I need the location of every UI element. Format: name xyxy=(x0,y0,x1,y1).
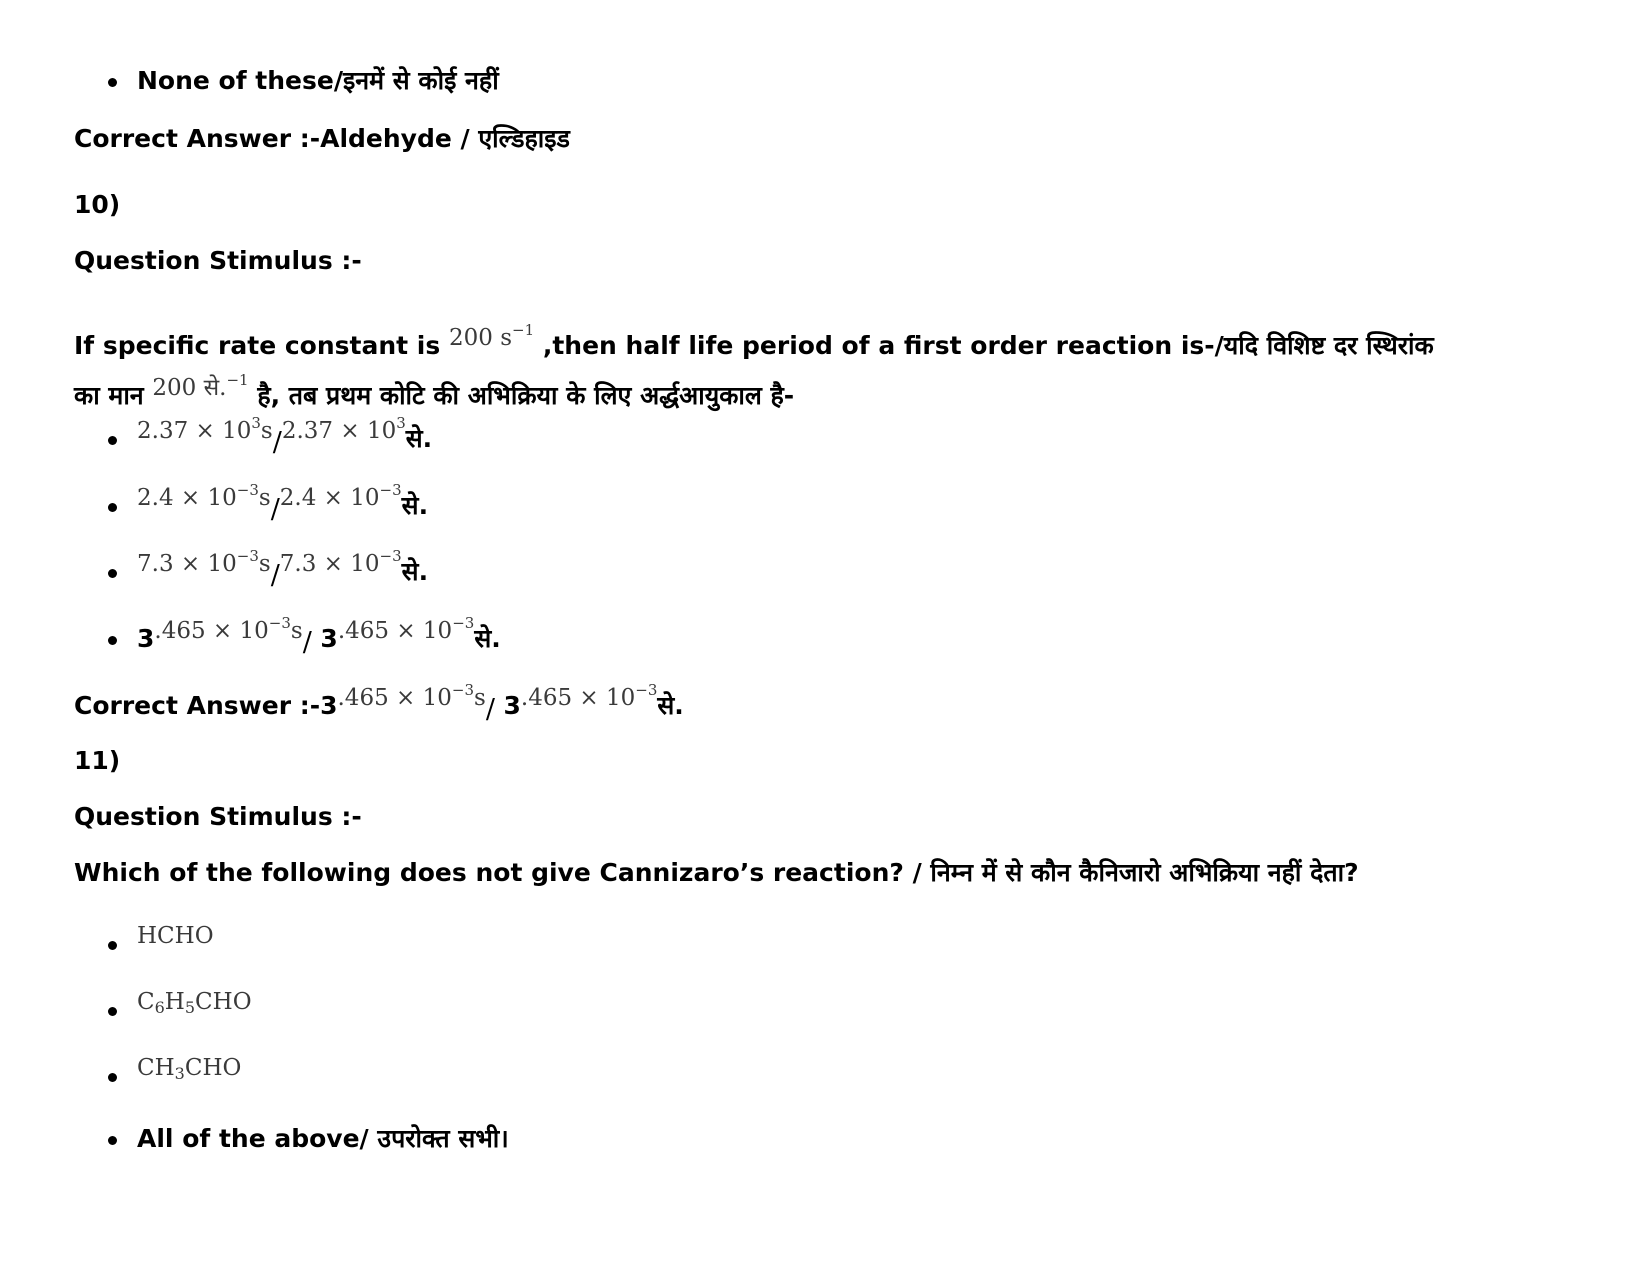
option-2[interactable]: $2.4 \times 10^{-3}s/2.4$ × $10^{-3}से$. xyxy=(108,492,428,519)
bullet-icon xyxy=(108,636,117,645)
option-3[interactable]: $7.3 \times 10^{-3}s/7.3$ × $10^{-3}से$. xyxy=(108,558,428,585)
bullet-icon xyxy=(108,436,117,445)
stimulus-text: है, तब प्रथम कोटि की अभिक्रिया के लिए अर्द्धआयुकाल है- xyxy=(257,381,795,410)
option-text: All of the above/ उपरोक्त सभी। xyxy=(137,1124,509,1153)
bullet-icon xyxy=(108,1007,117,1016)
question-stimulus-label: Question Stimulus :- xyxy=(74,246,362,275)
option-4[interactable]: $3.465 \times 10^{-3}s/$ $3.465 \times 10^{-3}से$. xyxy=(108,625,501,652)
option-2[interactable]: $C_6H_5CHO$ xyxy=(108,1000,252,1025)
bullet-icon xyxy=(108,78,117,87)
rate-constant-math-hindi: 200 से.$^{-1}$ xyxy=(152,371,249,401)
question-number: 11) xyxy=(74,746,121,775)
question-stimulus: Which of the following does not give Cannizaro’s reaction? / निम्न में से कौन कैनिजारो अभिक्रिया नहीं देता? xyxy=(74,858,1359,887)
question-stimulus-label: Question Stimulus :- xyxy=(74,802,362,831)
stimulus-text: If specific rate constant is xyxy=(74,331,441,360)
stimulus-text: का मान xyxy=(74,381,144,410)
bullet-icon xyxy=(108,1136,117,1145)
option-1[interactable]: $2.37 \times 10^3s/2.37$ × $10^3से$. xyxy=(108,425,432,452)
option-none-of-these[interactable] xyxy=(108,68,499,93)
correct-answer: Correct Answer :-3.465 × $10^{-3}s/$ $3.465 \times 10^{-3}से$. xyxy=(74,681,684,725)
stimulus-text: ,then half life period of a first order reaction is-/यदि विशिष्ट दर स्थिरांक xyxy=(542,331,1434,360)
bullet-icon xyxy=(108,941,117,950)
rate-constant-math: 200 $s^{-1}$ xyxy=(448,321,535,351)
question-stimulus xyxy=(74,318,1574,418)
option-text: None of these/इनमें से कोई नहीं xyxy=(137,66,499,95)
bullet-icon xyxy=(108,503,117,512)
previous-correct-answer: Correct Answer :-Aldehyde / एल्डिहाइड xyxy=(74,124,570,153)
bullet-icon xyxy=(108,569,117,578)
option-3[interactable]: $CH_3CHO$ xyxy=(108,1066,241,1091)
bullet-icon xyxy=(108,1073,117,1082)
option-1[interactable]: HCHO xyxy=(108,934,214,957)
option-4[interactable] xyxy=(108,1126,509,1151)
question-number: 10) xyxy=(74,190,121,219)
